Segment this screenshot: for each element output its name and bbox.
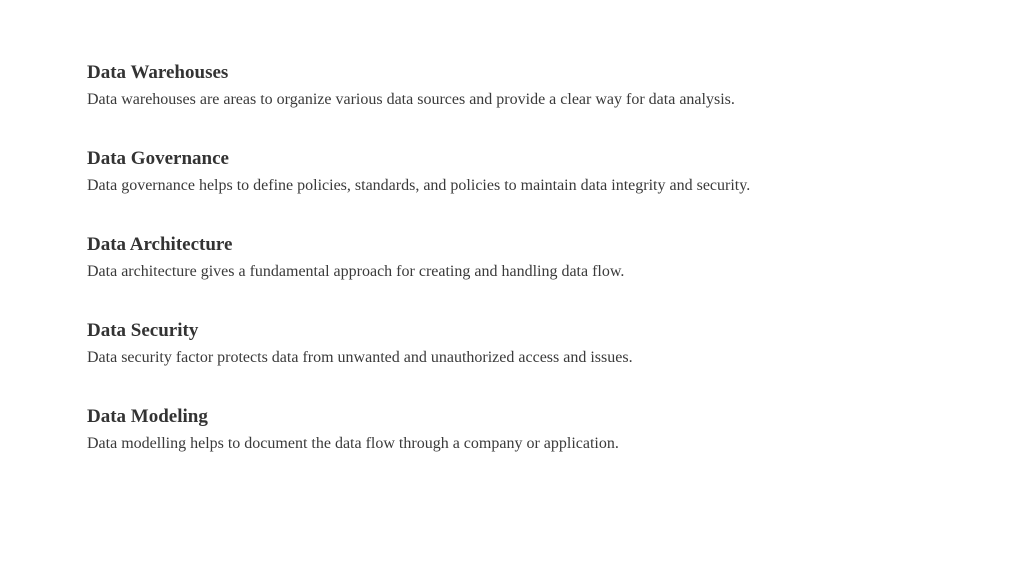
- section-data-security: [87, 319, 967, 369]
- section-description: Data security factor protects data from unwanted and unauthorized access and issues.: [87, 349, 633, 366]
- section-data-modeling: [87, 405, 967, 455]
- section-title: Data Security: [87, 320, 199, 341]
- section-title: Data Governance: [87, 148, 229, 169]
- section-description: Data architecture gives a fundamental approach for creating and handling data flow.: [87, 263, 625, 280]
- section-title: Data Architecture: [87, 234, 233, 255]
- section-description: Data warehouses are areas to organize various data sources and provide a clear way for data analysis.: [87, 91, 735, 108]
- section-data-warehouses: [87, 61, 967, 111]
- section-description: Data modelling helps to document the data flow through a company or application.: [87, 435, 619, 452]
- section-title: Data Modeling: [87, 406, 208, 427]
- section-data-architecture: [87, 233, 967, 283]
- section-title: Data Warehouses: [87, 62, 229, 83]
- section-data-governance: [87, 147, 967, 197]
- section-description: Data governance helps to define policies, standards, and policies to maintain data integrity and security.: [87, 177, 751, 194]
- slide-content: [87, 61, 967, 491]
